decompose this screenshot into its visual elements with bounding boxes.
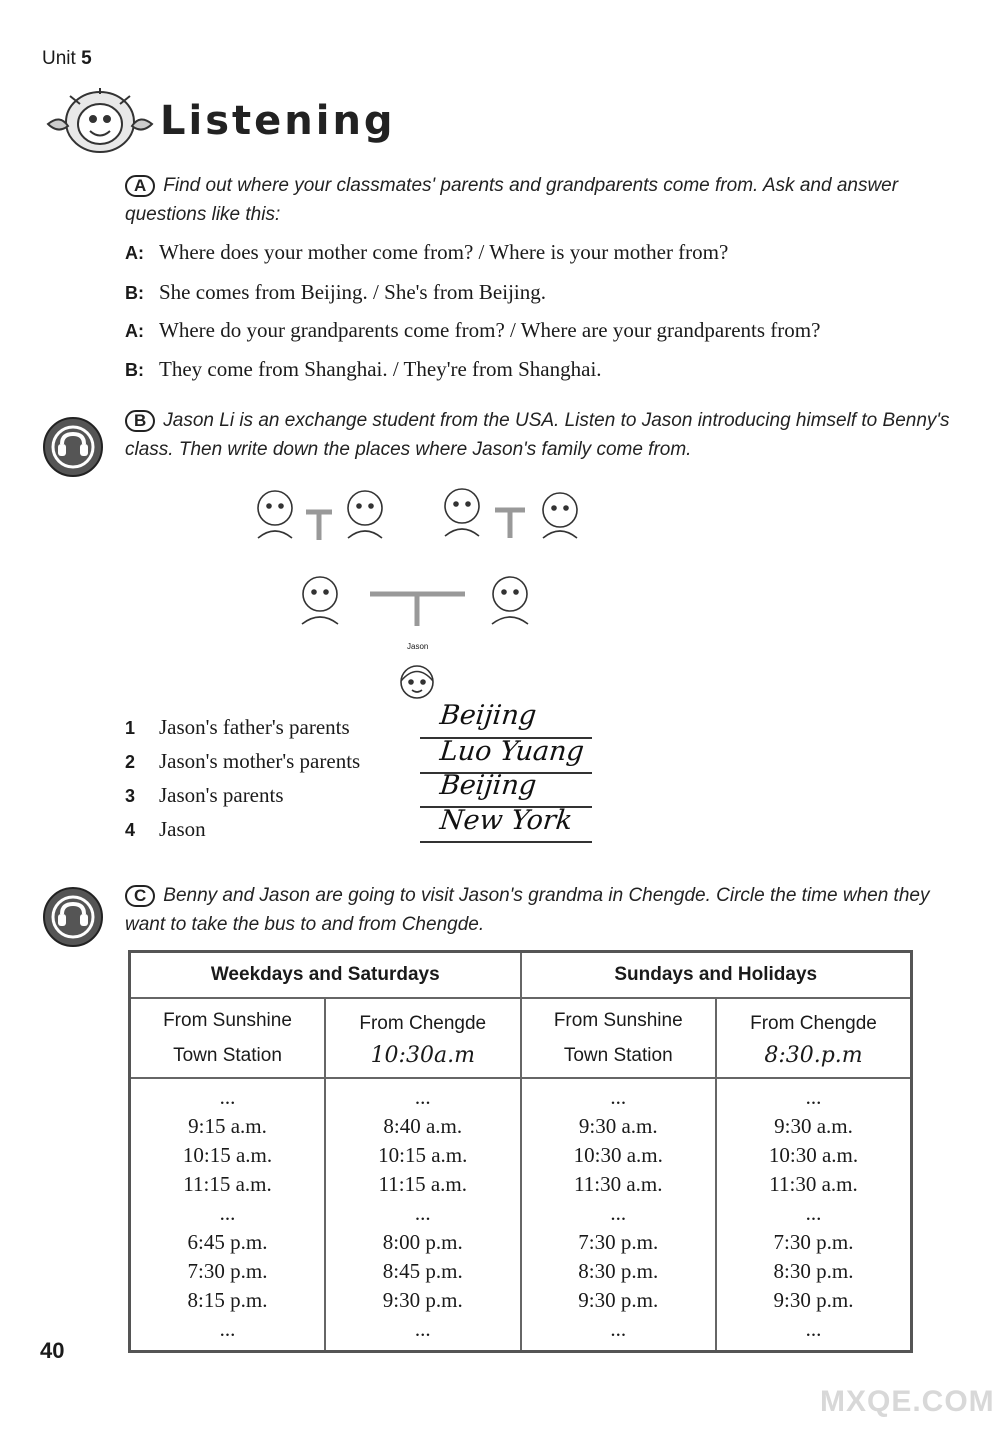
time-cell[interactable]: 11:15 a.m. [378,1172,467,1196]
group-header-weekdays: Weekdays and Saturdays [130,952,521,999]
sub-header-line2: Town Station [173,1045,282,1066]
question-text: Jason's father's parents [159,715,350,739]
question-number: 4 [125,820,136,840]
dialogue-line-1 [125,238,728,267]
section-title: Listening [160,98,396,144]
mother-face-icon [492,577,528,624]
handwritten-note: 10:30a.m [370,1042,475,1068]
time-cell[interactable]: 9:15 a.m. [188,1114,267,1138]
time-cell[interactable]: 10:30 a.m. [573,1143,663,1167]
part-c-instruction [125,881,955,939]
answer-3-handwriting[interactable]: Beijing [438,770,538,801]
question-4 [125,817,206,842]
question-2 [125,749,360,774]
listening-logo-icon [40,84,158,160]
question-number: 3 [125,786,136,806]
question-number: 1 [125,718,136,738]
part-a-instruction [125,171,955,229]
part-b-instruction [125,406,955,464]
part-c-badge: C [125,885,155,907]
part-b-instruction-text: Jason Li is an exchange student from the USA. Listen to Jason introducing himself to Benny's class. Then write down the places where Jason's family come from. [125,410,950,460]
family-tree-illustration [240,476,600,706]
dialogue-text: Where does your mother come from? / Where is your mother from? [159,240,729,264]
time-cell[interactable]: 8:45 p.m. [382,1259,463,1283]
time-cell[interactable]: ... [610,1317,627,1341]
sub-header [716,998,912,1078]
dialogue-line-2 [125,278,546,307]
time-cell[interactable]: ... [414,1317,431,1341]
time-cell[interactable]: ... [610,1201,627,1225]
grandfather-face-icon [258,491,292,538]
question-1 [125,715,350,740]
speaker: B: [125,360,144,380]
part-a-badge: A [125,175,155,197]
time-cell[interactable]: 9:30 a.m. [578,1114,658,1138]
grandmother-face-icon [543,493,577,538]
page-number: 40 [40,1338,65,1363]
watermark: MXQE.COM [820,1385,995,1418]
time-cell[interactable]: 11:15 a.m. [183,1172,272,1196]
unit-number: 5 [81,48,92,69]
group-header-sundays: Sundays and Holidays [521,952,912,999]
unit-text: Unit [42,48,76,69]
time-cell[interactable]: 9:30 p.m. [578,1288,659,1312]
time-cell[interactable]: ... [805,1201,822,1225]
time-cell[interactable]: 8:30 p.m. [773,1259,854,1283]
part-c-instruction-text: Benny and Jason are going to visit Jason's grandma in Chengde. Circle the time when they want to take the bus to and from Chengde. [125,885,930,935]
question-text: Jason's mother's parents [159,749,361,773]
time-cell[interactable]: ... [219,1317,236,1341]
answer-1-handwriting[interactable]: Beijing [438,700,538,731]
bus-timetable [128,950,913,1353]
time-cell[interactable]: 10:15 a.m. [378,1143,468,1167]
timetable-column-2 [325,1078,521,1352]
dialogue-text: She comes from Beijing. / She's from Beijing. [159,280,546,304]
father-face-icon [302,577,338,624]
time-cell[interactable]: 11:30 a.m. [769,1172,858,1196]
part-a-instruction-text: Find out where your classmates' parents and grandparents come from. Ask and answer questions like this: [125,175,899,225]
time-cell[interactable]: ... [219,1201,236,1225]
dialogue-text: They come from Shanghai. / They're from Shanghai. [159,357,602,381]
dialogue-line-4 [125,355,602,384]
sub-header [130,998,326,1078]
speaker: A: [125,321,144,341]
audio-disc-icon [42,886,104,948]
time-cell[interactable]: ... [219,1085,236,1109]
timetable-column-1 [130,1078,326,1352]
sub-header-line2: Town Station [563,1045,673,1066]
handwritten-note: 8:30.p.m [764,1042,863,1068]
question-number: 2 [125,752,136,772]
sub-header-line1: From Chengde [359,1012,487,1034]
sub-header-line1: From Sunshine [163,1010,292,1031]
sub-header-line1: From Chengde [750,1012,877,1034]
dialogue-text: Where do your grandparents come from? / Where are your grandparents from? [159,318,821,342]
time-cell[interactable]: ... [414,1085,431,1109]
sub-header [521,998,717,1078]
question-3 [125,783,284,808]
sub-header [325,998,521,1078]
time-cell[interactable]: 8:40 a.m. [383,1114,463,1138]
time-cell[interactable]: ... [805,1085,822,1109]
dialogue-line-3 [125,316,820,345]
time-cell[interactable]: 7:30 p.m. [187,1259,268,1283]
time-cell[interactable]: 9:30 p.m. [382,1288,463,1312]
jason-face-icon [401,666,433,698]
time-cell[interactable]: 8:30 p.m. [578,1259,659,1283]
time-cell[interactable]: 8:15 p.m. [187,1288,268,1312]
time-cell[interactable]: 9:30 a.m. [774,1114,853,1138]
question-text: Jason's parents [159,783,284,807]
sub-header-line1: From Sunshine [553,1010,683,1031]
time-cell[interactable]: ... [805,1317,822,1341]
unit-label [42,48,92,70]
timetable-column-4 [716,1078,912,1352]
time-cell[interactable]: 7:30 p.m. [578,1230,659,1254]
part-b-badge: B [125,410,155,432]
time-cell[interactable]: 8:00 p.m. [382,1230,463,1254]
grandfather-face-icon [445,489,479,536]
time-cell[interactable]: 11:30 a.m. [574,1172,663,1196]
time-cell[interactable]: 7:30 p.m. [773,1230,854,1254]
timetable-column-3 [521,1078,717,1352]
time-cell[interactable]: ... [414,1201,431,1225]
time-cell[interactable]: 6:45 p.m. [187,1230,268,1254]
grandmother-face-icon [348,491,382,538]
answer-2-handwriting[interactable]: Luo Yuang [438,736,586,767]
speaker: B: [125,283,144,303]
answer-line [420,841,592,843]
jason-label: Jason [407,642,429,651]
time-cell[interactable]: 10:15 a.m. [182,1143,273,1167]
answer-4-handwriting[interactable]: New York [438,805,574,836]
audio-disc-icon [42,416,104,478]
time-cell[interactable]: 10:30 a.m. [768,1143,859,1167]
question-text: Jason [159,817,206,841]
speaker: A: [125,243,144,263]
time-cell[interactable]: ... [610,1085,627,1109]
time-cell[interactable]: 9:30 p.m. [773,1288,854,1312]
